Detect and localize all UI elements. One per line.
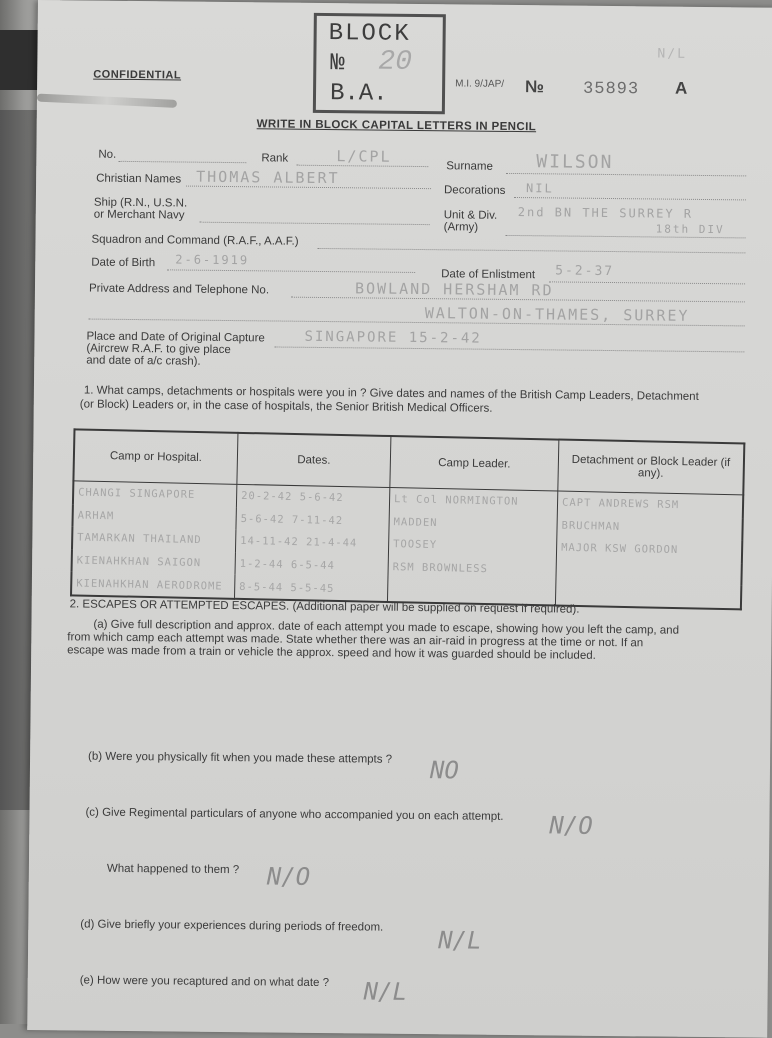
serial-number-label: №: [525, 77, 545, 97]
table-cell: CHANGI SINGAPORE: [73, 481, 237, 508]
squadron-label: Squadron and Command (R.A.F., A.A.F.): [91, 233, 299, 248]
table-cell: 14-11-42 21-4-44: [235, 530, 388, 556]
block-stamp: [313, 13, 446, 114]
table-cell: Lt Col NORMINGTON: [389, 488, 557, 515]
column-header: Camp Leader.: [390, 436, 559, 491]
christian-names-label: Christian Names: [96, 172, 182, 186]
rank-value: L/CPL: [336, 147, 392, 166]
table-cell: [555, 582, 741, 610]
section-2a-line-3: escape was made from a train or vehicle the approx. speed and how it was guarded should be included.: [67, 644, 596, 662]
capture-line: [274, 346, 744, 352]
question-c-followup: What happened to them ?: [106, 862, 240, 877]
table-cell: MADDEN: [389, 511, 557, 537]
section-2-title: 2. ESCAPES OR ATTEMPTED ESCAPES. (Additional paper will be supplied on request if required).: [69, 598, 580, 616]
binding-string: [37, 94, 177, 108]
corner-note: N/L: [657, 46, 688, 62]
capture-aircrew-label: (Aircrew R.A.F. to give place: [86, 342, 231, 357]
table-cell: MAJOR KSW GORDON: [556, 537, 742, 563]
enlistment-label: Date of Enlistment: [441, 268, 536, 282]
ship-line: [200, 222, 430, 225]
surname-line: [506, 173, 746, 177]
section-2a-line-1: (a) Give full description and approx. date of each attempt you made to escape, showing how you left the camp, and: [93, 618, 680, 637]
section-2a-line-2: from which camp each attempt was made. State whether there was an air-raid in progress at the time or not. If an: [67, 631, 644, 650]
ship-label: Ship (R.N., U.S.N.: [93, 196, 188, 210]
serial-number: 35893: [582, 79, 640, 100]
answer-c-followup: N/O: [266, 862, 311, 891]
christian-names-value: THOMAS ALBERT: [196, 167, 340, 188]
table-cell: TOOSEY: [388, 533, 556, 559]
squadron-line: [317, 248, 745, 253]
address-value-2: WALTON-ON-THAMES, SURREY: [424, 304, 690, 325]
table-cell: 8-5-44 5-5-45: [234, 575, 387, 602]
enlistment-value: 5-2-37: [555, 263, 615, 280]
decorations-label: Decorations: [443, 184, 506, 197]
section-1-question: 1. What camps, detachments or hospitals were you in ? Give dates and names of the British Camp Leaders, Detachment: [83, 384, 699, 403]
question-c: (c) Give Regimental particulars of anyone who accompanied you on each attempt.: [85, 806, 504, 823]
form-instruction: WRITE IN BLOCK CAPITAL LETTERS IN PENCIL: [256, 118, 537, 134]
decorations-value: NIL: [525, 181, 554, 196]
address-label: Private Address and Telephone No.: [88, 282, 270, 297]
camps-table: [70, 428, 745, 610]
table-cell: ARHAM: [72, 504, 236, 530]
column-header: Detachment or Block Leader (if any).: [558, 440, 745, 495]
date-of-birth-label: Date of Birth: [91, 256, 156, 270]
question-d: (d) Give briefly your experiences during periods of freedom.: [80, 918, 384, 934]
table-cell: KIENAHKHAN SAIGON: [72, 549, 236, 575]
table-cell: KIENAHKHAN AERODROME: [71, 572, 235, 599]
stamp-ba-label: B.A.: [329, 80, 388, 108]
answer-b: NO: [429, 756, 460, 785]
capture-value: SINGAPORE 15-2-42: [304, 328, 482, 347]
enlistment-line: [549, 281, 745, 284]
section-1-question-cont: (or Block) Leaders or, in the case of hospitals, the Senior British Medical Officers.: [79, 398, 493, 415]
no-line: [118, 161, 246, 163]
table-cell: 20-2-42 5-6-42: [236, 484, 389, 510]
serial-suffix: A: [675, 78, 688, 98]
table-cell: TAMARKAN THAILAND: [72, 527, 236, 553]
unit-army-label: (Army): [443, 221, 479, 234]
table-cell: CAPT ANDREWS RSM: [557, 491, 743, 518]
stamp-handwritten-number: 20: [378, 46, 413, 78]
date-of-birth-line: [167, 269, 415, 273]
table-cell: 1-2-44 6-5-44: [235, 553, 388, 579]
question-e: (e) How were you recaptured and on what date ?: [79, 974, 330, 990]
form-page: [27, 0, 772, 1038]
table-cell: 5-6-42 7-11-42: [236, 507, 389, 533]
surname-value: WILSON: [536, 151, 614, 174]
capture-crash-label: and date of a/c crash).: [86, 354, 201, 368]
capture-label: Place and Date of Original Capture: [86, 330, 265, 345]
stamp-block-label: BLOCK: [328, 20, 411, 48]
table-cell: BRUCHMAN: [557, 514, 743, 540]
column-header: Dates.: [237, 433, 391, 488]
division-value: 18th DIV: [655, 222, 725, 237]
rank-label: Rank: [261, 152, 289, 165]
table-cell: RSM BROWNLESS: [388, 556, 556, 582]
column-header: Camp or Hospital.: [73, 429, 238, 484]
question-b: (b) Were you physically fit when you made these attempts ?: [88, 750, 393, 766]
date-of-birth-value: 2-6-1919: [175, 252, 250, 268]
decorations-line: [514, 197, 746, 200]
answer-c: N/O: [549, 811, 593, 840]
merchant-navy-label: or Merchant Navy: [93, 208, 185, 222]
stamp-number-label: №: [330, 50, 345, 78]
no-label: No.: [98, 148, 117, 161]
address-value-1: BOWLAND HERSHAM RD: [354, 279, 554, 300]
answer-e: N/L: [363, 977, 408, 1006]
unit-label: Unit & Div.: [443, 209, 498, 222]
confidential-label: CONFIDENTIAL: [93, 68, 182, 82]
form-reference: M.I. 9/JAP/: [455, 78, 505, 90]
unit-value: 2nd BN THE SURREY R: [517, 205, 694, 221]
answer-d: N/L: [438, 926, 482, 955]
surname-label: Surname: [446, 160, 494, 173]
